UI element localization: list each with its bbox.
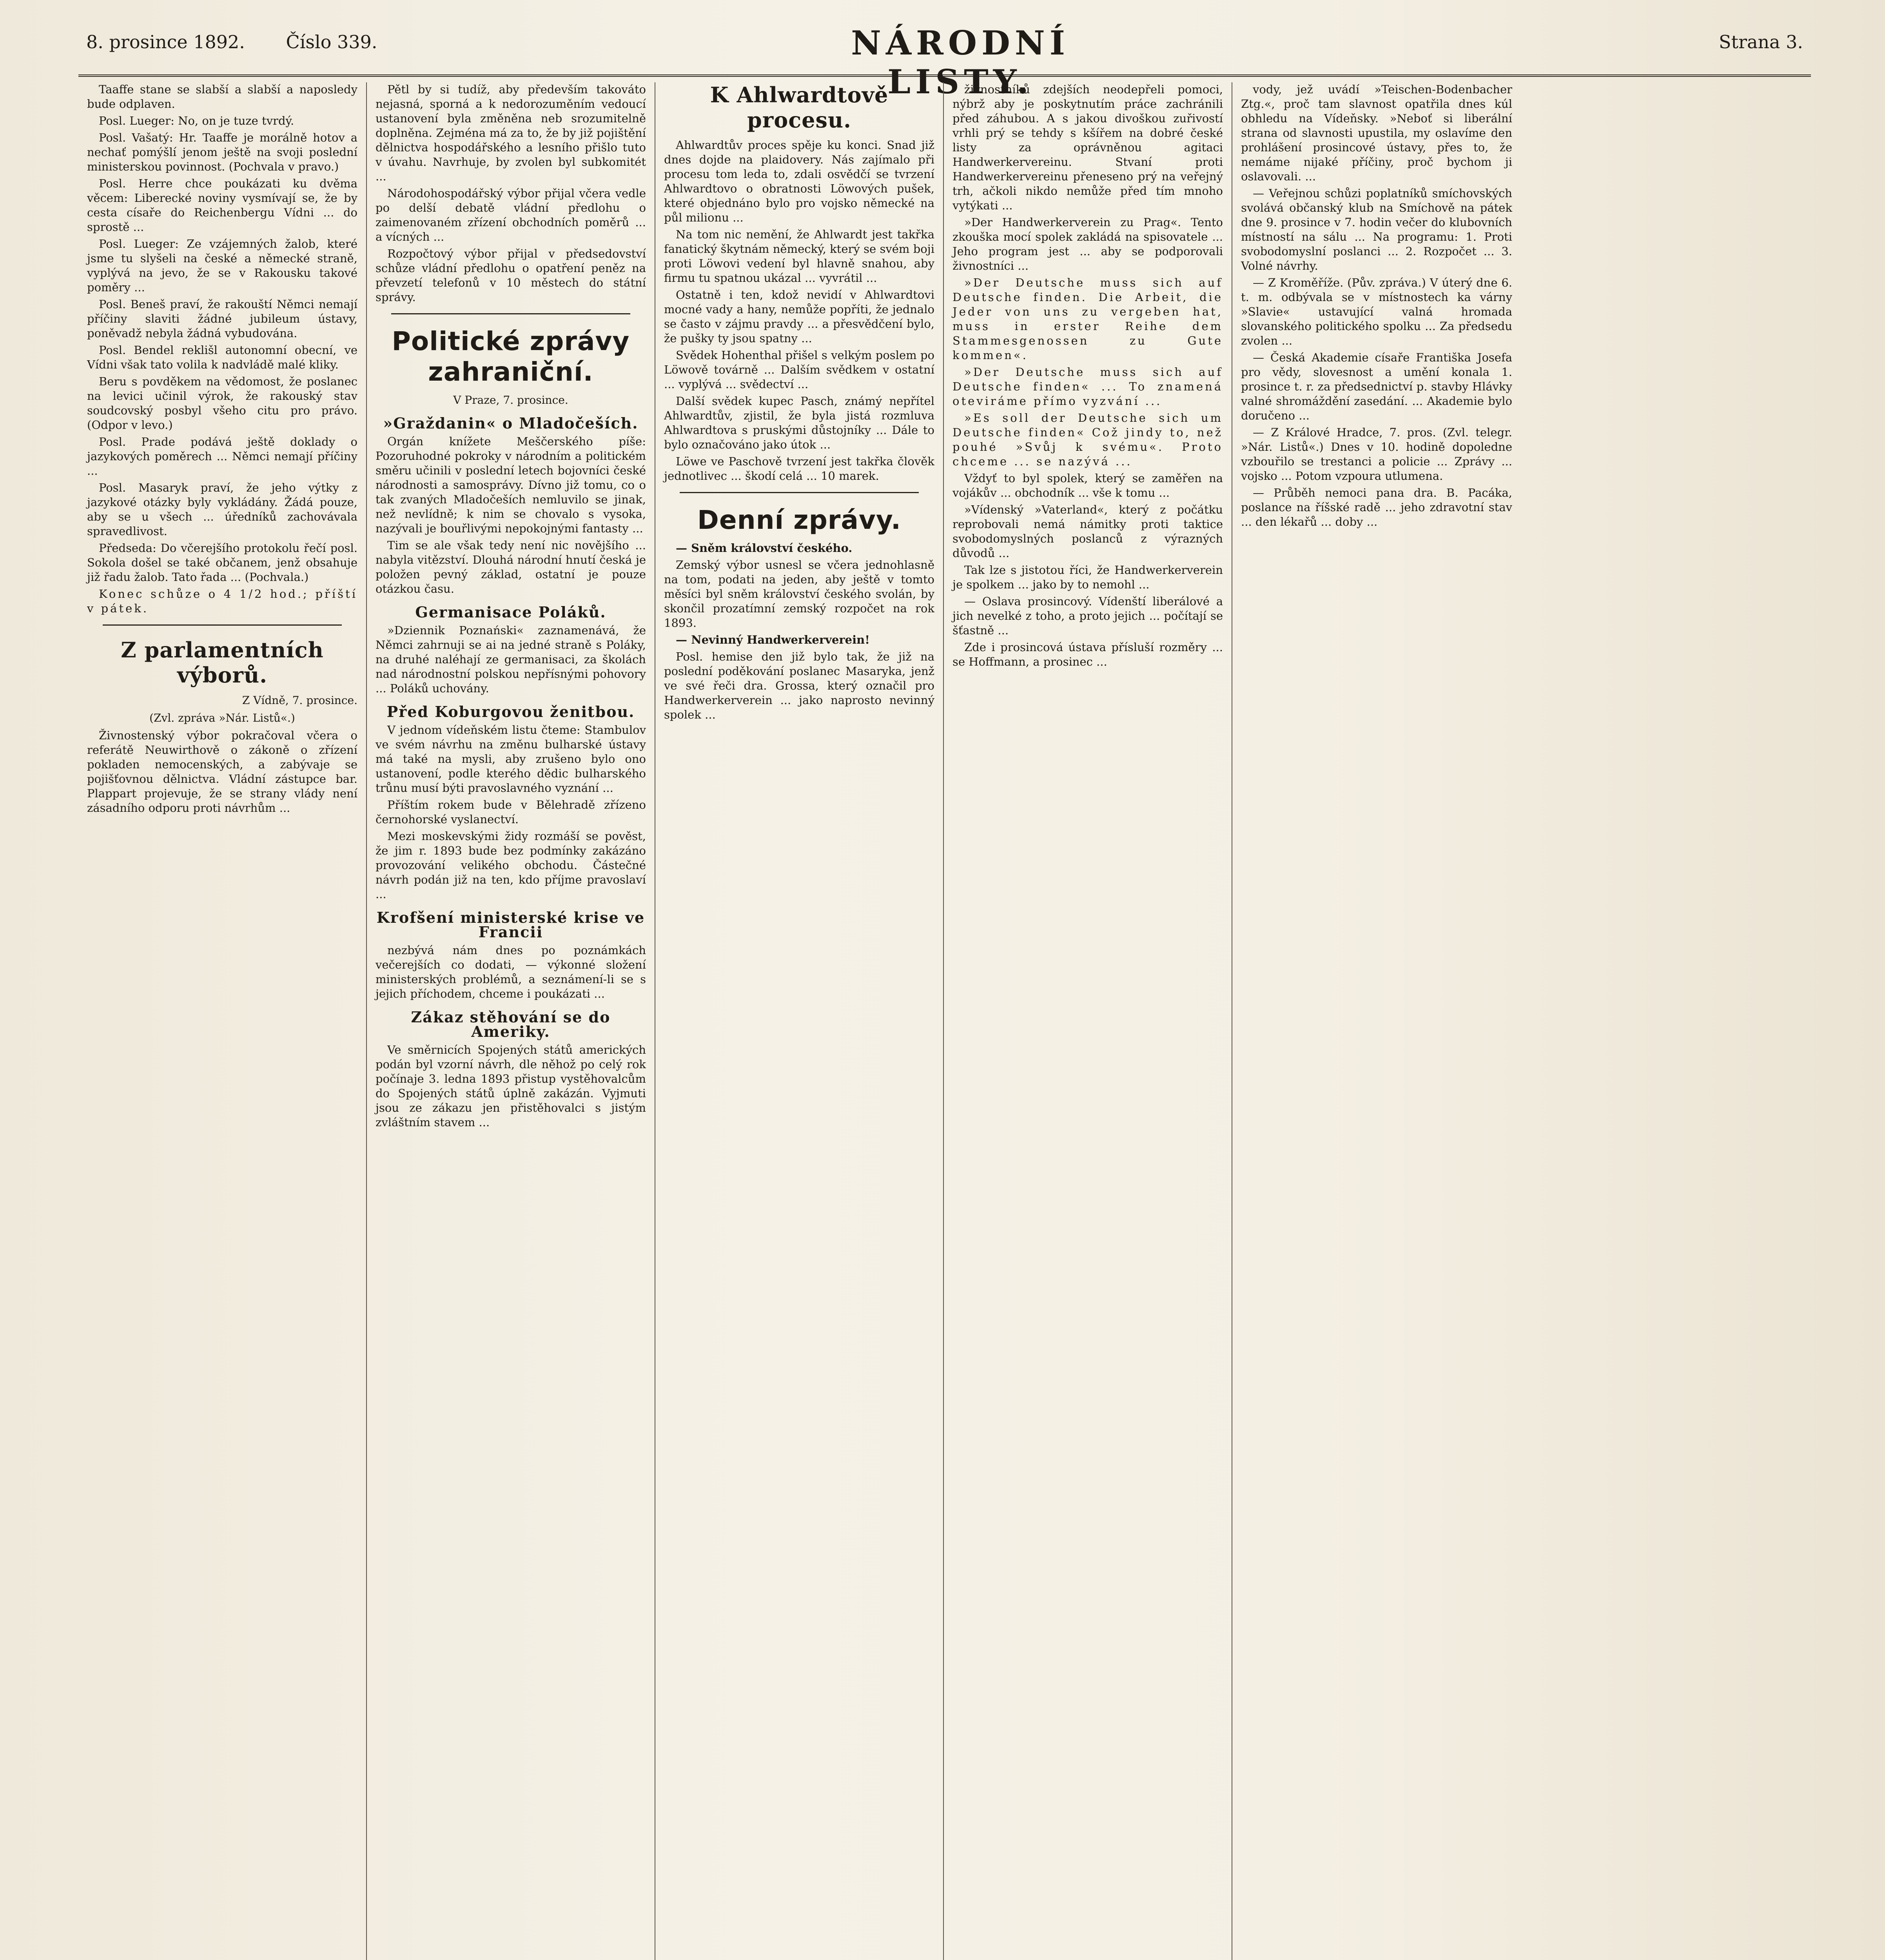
paragraph: — Veřejnou schůzi poplatníků smíchovských svolává občanský klub na Smíchově na pátek dne 9. prosince v 7. hodin večer do klubovních místností na sálu ... Na programu: 1. Proti svobodomyslní poslanci ... 2. Rozpočet ... 3. Volné návrhy. <box>1241 187 1512 272</box>
paragraph: Pětl by si tudíž, aby především takováto nejasná, sporná a k nedorozuměním vedoucí ustanovení byla změněna neb srozumitelně doplněna. Zejména má za to, že by již pojištění dělnictva hospodářského a lesního přišlo tuto v úvahu. Navrhuje, by zvolen byl subkomitét ... <box>376 83 646 183</box>
paragraph: Posl. Beneš praví, že rakouští Němci nemají příčiny slaviti žádné jubileum ústavy, poněvadž nebyla žádná vybudována. <box>87 298 357 340</box>
column-5 <box>1232 82 1521 1960</box>
paragraph: — Z Kroměříže. (Pův. zpráva.) V úterý dne 6. t. m. odbývala se v místnostech ka várny »Slavie« ustavující valná hromada slovanského politického spolku ... Za předsedu zvolen ... <box>1241 276 1512 347</box>
paragraph: Příštím rokem bude v Bělehradě zřízeno černohorské vyslanectví. <box>376 798 646 826</box>
column-1 <box>78 82 367 1960</box>
paragraph: Tak lze s jistotou říci, že Handwerkerverein je spolkem ... jako by to nemohl ... <box>952 563 1223 591</box>
subsection-title: Krofšení ministerské krise ve Francii <box>376 909 645 941</box>
paragraph: »Dziennik Poznański« zaznamenává, že Němci zahrnuji se ai na jedné straně s Poláky, na druhé naléhají ze germanisaci, za školách nad národnostní polskou nepřísnými pohovory ... Poláků uchovány. <box>376 624 646 695</box>
column-2 <box>367 82 655 1960</box>
section-title: Politické zprávy zahraniční. <box>392 326 630 387</box>
paragraph: — Sněm království českého. <box>676 541 853 555</box>
divider <box>391 313 630 314</box>
paragraph: Ostatně i ten, kdož nevidí v Ahlwardtovi mocné vady a hany, nemůže popříti, že jednalo se často v zájmu pravdy ... a přesvědčení bylo, že pušky ty jsou spatny ... <box>664 288 934 345</box>
columns <box>78 82 1811 1960</box>
paragraph: — Oslava prosincový. Vídenští liberálové a jich nevelké z toho, a proto jejich ... počítají se šťastně ... <box>952 595 1223 637</box>
section-title: Z parlamentních výborů. <box>121 637 324 688</box>
paragraph: Posl. Herre chce poukázati ku dvěma věcem: Liberecké noviny vysmívají se, že by cesta císaře do Reichenbergu Vídni ... do sprostě ... <box>87 177 357 234</box>
masthead-meta <box>86 31 412 53</box>
paragraph: Další svědek kupec Pasch, známý nepřítel Ahlwardtův, zjistil, že byla jistá rozmluva Ahlwardtova s pruskými důstojníky ... Dále to bylo označováno jako útok ... <box>664 394 934 451</box>
divider <box>103 624 342 626</box>
dateline: Z Vídně, 7. prosince. <box>242 694 357 707</box>
section-title: K Ahlwardtově procesu. <box>710 82 889 132</box>
paragraph: Posl. Lueger: No, on je tuze tvrdý. <box>99 114 294 127</box>
issue-number: Číslo 339. <box>286 31 377 53</box>
paragraph: »Der Deutsche muss sich auf Deutsche finden. Die Arbeit, die Jeder von uns zu vergeben hat, muss in erster Reihe dem Stammesgenossen zu Gute kommen«. <box>952 276 1223 362</box>
paragraph: Ahlwardtův proces spěje ku konci. Snad již dnes dojde na plaidovery. Nás zajímalo při procesu tom leda to, zdali osvědčí se tvrzení Ahlwardtovo o obratnosti Löwových pušek, které objednáno bylo pro vojsko německé na půl milionu ... <box>664 138 934 224</box>
column-4 <box>944 82 1232 1960</box>
paragraph: Posl. Prade podává ještě doklady o jazykových poměrech ... Němci nemají příčiny ... <box>87 435 357 477</box>
paragraph: Předseda: Do včerejšího protokolu řečí posl. Sokola došel se také občanem, jenž obsahuje již řadu žalob. Tato řada ... (Pochvala.) <box>87 541 357 584</box>
paragraph: Löwe ve Paschově tvrzení jest takřka člověk jednotlivec ... škodí celá ... 10 marek. <box>664 455 934 483</box>
paragraph: »Vídenský »Vaterland«, který z počátku reprobovali nemá námitky proti taktice svobodomyslných poslanců z výrazných důvodů ... <box>952 503 1223 560</box>
paragraph: Ve směrnicích Spojených států amerických podán byl vzorní návrh, dle něhož po celý rok počínaje 3. ledna 1893 přistup vystěhovalcům do Spojených států úplně zakázán. Vyjmuti jsou ze zákazu jen přistěhovalci s jistým zvláštním stavem ... <box>376 1043 646 1129</box>
subsection-title: »Graždanin« o Mladočeších. <box>383 414 639 432</box>
paragraph: Posl. Vašatý: Hr. Taaffe je morálně hotov a nechať pomýšlí jenom ještě na svoji poslední ministerskou povinnost. (Pochvala v pravo.) <box>87 131 357 173</box>
paragraph: Zde i prosincová ústava přísluší rozměry ... se Hoffmann, a prosinec ... <box>952 641 1223 668</box>
paragraph: Zemský výbor usnesl se včera jednohlasně na tom, podati na jeden, aby ještě v tomto měsíci byl sněm království českého svolán, by skončil prozatímní zemský rozpočet na rok 1893. <box>664 558 934 630</box>
paragraph: Posl. hemise den již bylo tak, že již na poslední poděkování poslanec Masaryka, jenž ve své řeči dra. Grossa, který označil pro Handwerkerverein ... jako naprosto nevinný spolek ... <box>664 650 934 721</box>
paragraph: vody, jež uvádí »Teischen-Bodenbacher Ztg.«, proč tam slavnost opatřila dnes kúl obhledu na Vídeňsky. »Neboť si liberální strana od slavnosti upustila, my oslavíme den prohlášení prosincové ústavy, přes to, že nemáme nijaké příčiny, proč bychom ji oslavovali. ... <box>1241 83 1512 183</box>
paragraph: Mezi moskevskými židy rozmáší se pověst, že jim r. 1893 bude bez podmínky zakázáno provozování velikého obchodu. Částečné návrh podán již na ten, kdo příjme pravoslaví ... <box>376 829 646 901</box>
paragraph: Posl. Lueger: Ze vzájemných žalob, které jsme tu slyšeli na české a německé straně, vyplývá na jevo, že se v Rakousku takové poměry ... <box>87 237 357 294</box>
paragraph: Taaffe stane se slabší a slabší a naposledy bude odplaven. <box>87 83 357 111</box>
dateline-note: (Zvl. zpráva »Nár. Listů«.) <box>149 711 295 724</box>
newspaper-title: NÁRODNÍ LISTY. <box>851 24 1070 101</box>
paragraph: — Nevinný Handwerkerverein! <box>676 633 870 646</box>
paragraph: V jednom vídeňském listu čteme: Stambulov ve svém návrhu na změnu bulharské ústavy má také na mysli, aby zrušeno bylo ono ustanovení, podle kterého dědic bulharského trůnu musí býti pravoslavného vyznání ... <box>376 723 646 795</box>
paragraph: Rozpočtový výbor přijal v předsedovství schůze vládní předlohu o opatření peněz na převzetí telefonů v 10 městech do státní správy. <box>376 247 646 304</box>
paragraph: nezbývá nám dnes po poznámkách večerejších co dodati, — výkonné složení ministerských problémů, a seznámení-li se s jejich příchodem, chceme i poukázati ... <box>376 944 646 1000</box>
paragraph: Vždyť to byl spolek, který se zaměřen na vojákův ... obchodník ... vše k tomu ... <box>952 472 1223 499</box>
paragraph: Tim se ale však tedy není nic novějšího ... nabyla vitězství. Dlouhá národní hnutí česká je položen pevný základ, ostatní je pouze otázkou času. <box>376 539 646 595</box>
paragraph: Národohospodářský výbor přijal včera vedle po delší debatě vládní předlohu o zaimenovaném zřízení obchodních poměrů ... a vícných ... <box>376 187 646 243</box>
subsection-title: Před Koburgovou ženitbou. <box>386 703 635 720</box>
paragraph: živnostníků zdejších neodepřeli pomoci, nýbrž aby je poskytnutím práce zachránili před záhubou. A s jakou divoškou zuřivostí vrhli prý se tehdy s kšířem na dobré české listy za oprávněnou agitaci Handwerkervereinu. Stvaní proti Handwerkervereinu přeneseno prý na veřejný trh, ačkoli nikdo nemůže před tím mnoho vytýkati ... <box>952 83 1223 212</box>
paragraph: — Průběh nemoci pana dra. B. Pacáka, poslance na říšské radě ... jeho zdravotní stav ... den lékařů ... doby ... <box>1241 486 1512 528</box>
subsection-title: Zákaz stěhování se do Ameriky. <box>411 1008 611 1040</box>
paragraph: Orgán knížete Meščerského píše: Pozoruhodné pokroky v národním a politickém směru učinili v poslední letech bojovníci české národnosti a samosprávy. Dívno již tomu, co o tak zvaných Mladočeších nemluvilo se jinak, než nevlídně; k nim se chovalo s vysoka, nazývali je bouřlivými nepokojnými fantasty ... <box>376 435 646 535</box>
page-number: Strana 3. <box>1719 31 1803 53</box>
paragraph: Posl. Masaryk praví, že jeho výtky z jazykové otázky byly vykládány. Žádá pouze, aby se u všech ... úředníků zachovávala spravedlivost. <box>87 481 357 538</box>
paragraph: »Es soll der Deutsche sich um Deutsche finden« Což jindy to, než pouhé »Svůj k svému«. Proto chceme ... se nazývá ... <box>952 411 1223 468</box>
subsection-title: Germanisace Poláků. <box>415 603 606 621</box>
dateline: V Praze, 7. prosince. <box>453 394 568 407</box>
paragraph: Živnostenský výbor pokračoval včera o referátě Neuwirthově o zákoně o zřízení pokladen nemocenských, a zabývaje se pojišťovnou dělnictva. Vládní zástupce bar. Plappart projevuje, že se strany vlády není zásadního odporu proti návrhům ... <box>87 729 357 815</box>
paragraph: Konec schůze o 4 1/2 hod.; příští v pátek. <box>87 587 357 615</box>
divider <box>680 492 919 493</box>
section-title: Denní zprávy. <box>697 505 901 535</box>
paragraph: Svědek Hohenthal přišel s velkým poslem po Löwově továrně ... Dalším svědkem v ostatní ... vyplývá ... svědectví ... <box>664 348 934 391</box>
paragraph: — Česká Akademie císaře Františka Josefa pro vědy, slovesnost a umění konala 1. prosince t. r. za předsednictví p. stavby Hlávky valné shromáždění zasedání. ... Akademie bylo doručeno ... <box>1241 351 1512 422</box>
paragraph: »Der Handwerkerverein zu Prag«. Tento zkouška mocí spolek zakládá na spisovatele ... Jeho program jest ... aby se podporovali živnostníci ... <box>952 216 1223 272</box>
paragraph: — Z Králové Hradce, 7. pros. (Zvl. telegr. »Nár. Listů«.) Dnes v 10. hodině dopoledne vzbouřilo se trestanci a policie ... Zprávy ... vojsko ... Potom vzpoura utlumena. <box>1241 426 1512 483</box>
column-3 <box>655 82 944 1960</box>
issue-date: 8. prosince 1892. <box>86 31 245 53</box>
paragraph: Posl. Bendel reklišl autonomní obecní, ve Vídni však tato volila k nadvládě malé kliky. <box>87 343 357 371</box>
paragraph: Na tom nic nemění, že Ahlwardt jest takřka fanatický škytnám německý, který se svém boji proti Löwovi vedení byl hlavně snahou, aby firmu tu spatnou ukázal ... vyvrátil ... <box>664 228 934 285</box>
paragraph: »Der Deutsche muss sich auf Deutsche finden« ... To znamená oteviráme přímo vyzvání ... <box>952 365 1223 408</box>
paragraph: Beru s povděkem na vědomost, že poslanec na levici učinil výrok, že rakouský stav soudcovský posbyl všeho citu pro právo. (Odpor v levo.) <box>87 375 357 432</box>
